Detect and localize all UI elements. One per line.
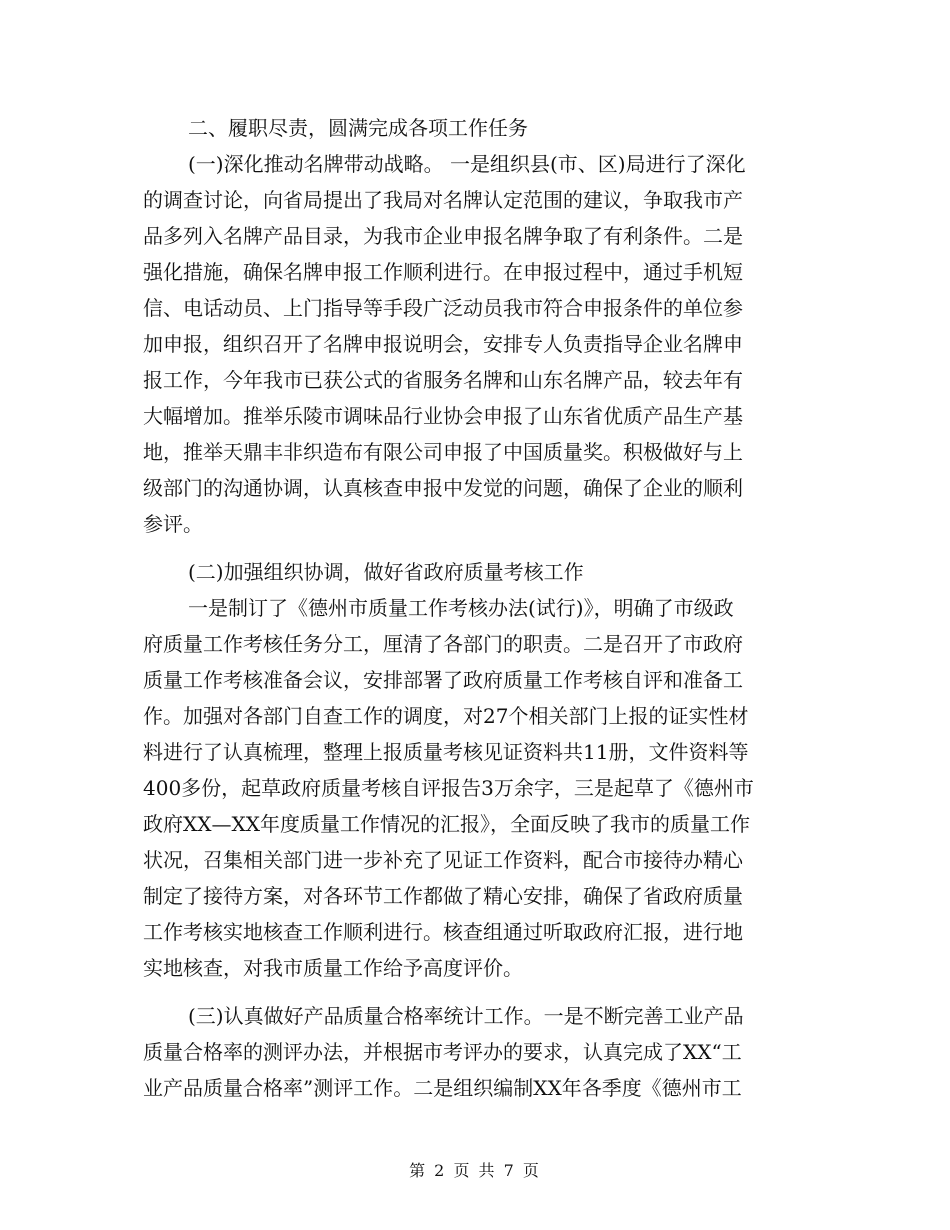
paragraph-line: 地，推举天鼎丰非织造布有限公司申报了中国质量奖。积极做好与上 xyxy=(143,440,743,464)
paragraph-line: 状况，召集相关部门进一步补充了见证工作资料，配合市接待办精心 xyxy=(143,848,743,872)
paragraph-line: 料进行了认真梳理，整理上报质量考核见证资料共11册，文件资料等 xyxy=(143,740,749,764)
paragraph-line: 信、电话动员、上门指导等手段广泛动员我市符合申报条件的单位参 xyxy=(143,296,743,320)
paragraph-line: 的调查讨论，向省局提出了我局对名牌认定范围的建议，争取我市产 xyxy=(143,188,743,212)
paragraph-line: (三)认真做好产品质量合格率统计工作。一是不断完善工业产品 xyxy=(188,1004,744,1028)
paragraph-line: 政府XX—XX年度质量工作情况的汇报》，全面反映了我市的质量工作 xyxy=(143,812,750,836)
page-number-footer: 第 2 页 共 7 页 xyxy=(409,1161,541,1180)
paragraph-line: 业产品质量合格率”测评工作。二是组织编制XX年各季度《德州市工 xyxy=(143,1076,742,1100)
section-heading: 二、履职尽责，圆满完成各项工作任务 xyxy=(188,116,528,140)
paragraph-line: 府质量工作考核任务分工，厘清了各部门的职责。二是召开了市政府 xyxy=(143,632,743,656)
paragraph-line: (一)深化推动名牌带动战略。 一是组织县(市、区)局进行了深化 xyxy=(188,152,746,176)
paragraph-line: 质量合格率的测评办法，并根据市考评办的要求，认真完成了XX“工 xyxy=(143,1040,742,1064)
subsection-heading: (二)加强组织协调，做好省政府质量考核工作 xyxy=(188,560,584,584)
paragraph-line: 一是制订了《德州市质量工作考核办法(试行)》，明确了市级政 xyxy=(188,596,734,620)
paragraph-line: 作。加强对各部门自查工作的调度，对27个相关部门上报的证实性材 xyxy=(143,704,749,728)
paragraph-line: 制定了接待方案，对各环节工作都做了精心安排，确保了省政府质量 xyxy=(143,884,743,908)
paragraph-line: 报工作，今年我市已获公式的省服务名牌和山东名牌产品，较去年有 xyxy=(143,368,743,392)
paragraph-line: 加申报，组织召开了名牌申报说明会，安排专人负责指导企业名牌申 xyxy=(143,332,743,356)
paragraph-line: 参评。 xyxy=(143,512,203,536)
paragraph-line: 强化措施，确保名牌申报工作顺利进行。在申报过程中，通过手机短 xyxy=(143,260,743,284)
paragraph-line: 工作考核实地核查工作顺利进行。核查组通过听取政府汇报，进行地 xyxy=(143,920,743,944)
paragraph-line: 大幅增加。推举乐陵市调味品行业协会申报了山东省优质产品生产基 xyxy=(143,404,743,428)
paragraph-line: 质量工作考核准备会议，安排部署了政府质量工作考核自评和准备工 xyxy=(143,668,743,692)
paragraph-line: 级部门的沟通协调，认真核查申报中发觉的问题，确保了企业的顺利 xyxy=(143,476,743,500)
paragraph-line: 品多列入名牌产品目录，为我市企业申报名牌争取了有利条件。二是 xyxy=(143,224,743,248)
paragraph-line: 400多份，起草政府质量考核自评报告3万余字，三是起草了《德州市 xyxy=(143,776,754,800)
paragraph-line: 实地核查，对我市质量工作给予高度评价。 xyxy=(143,956,523,980)
